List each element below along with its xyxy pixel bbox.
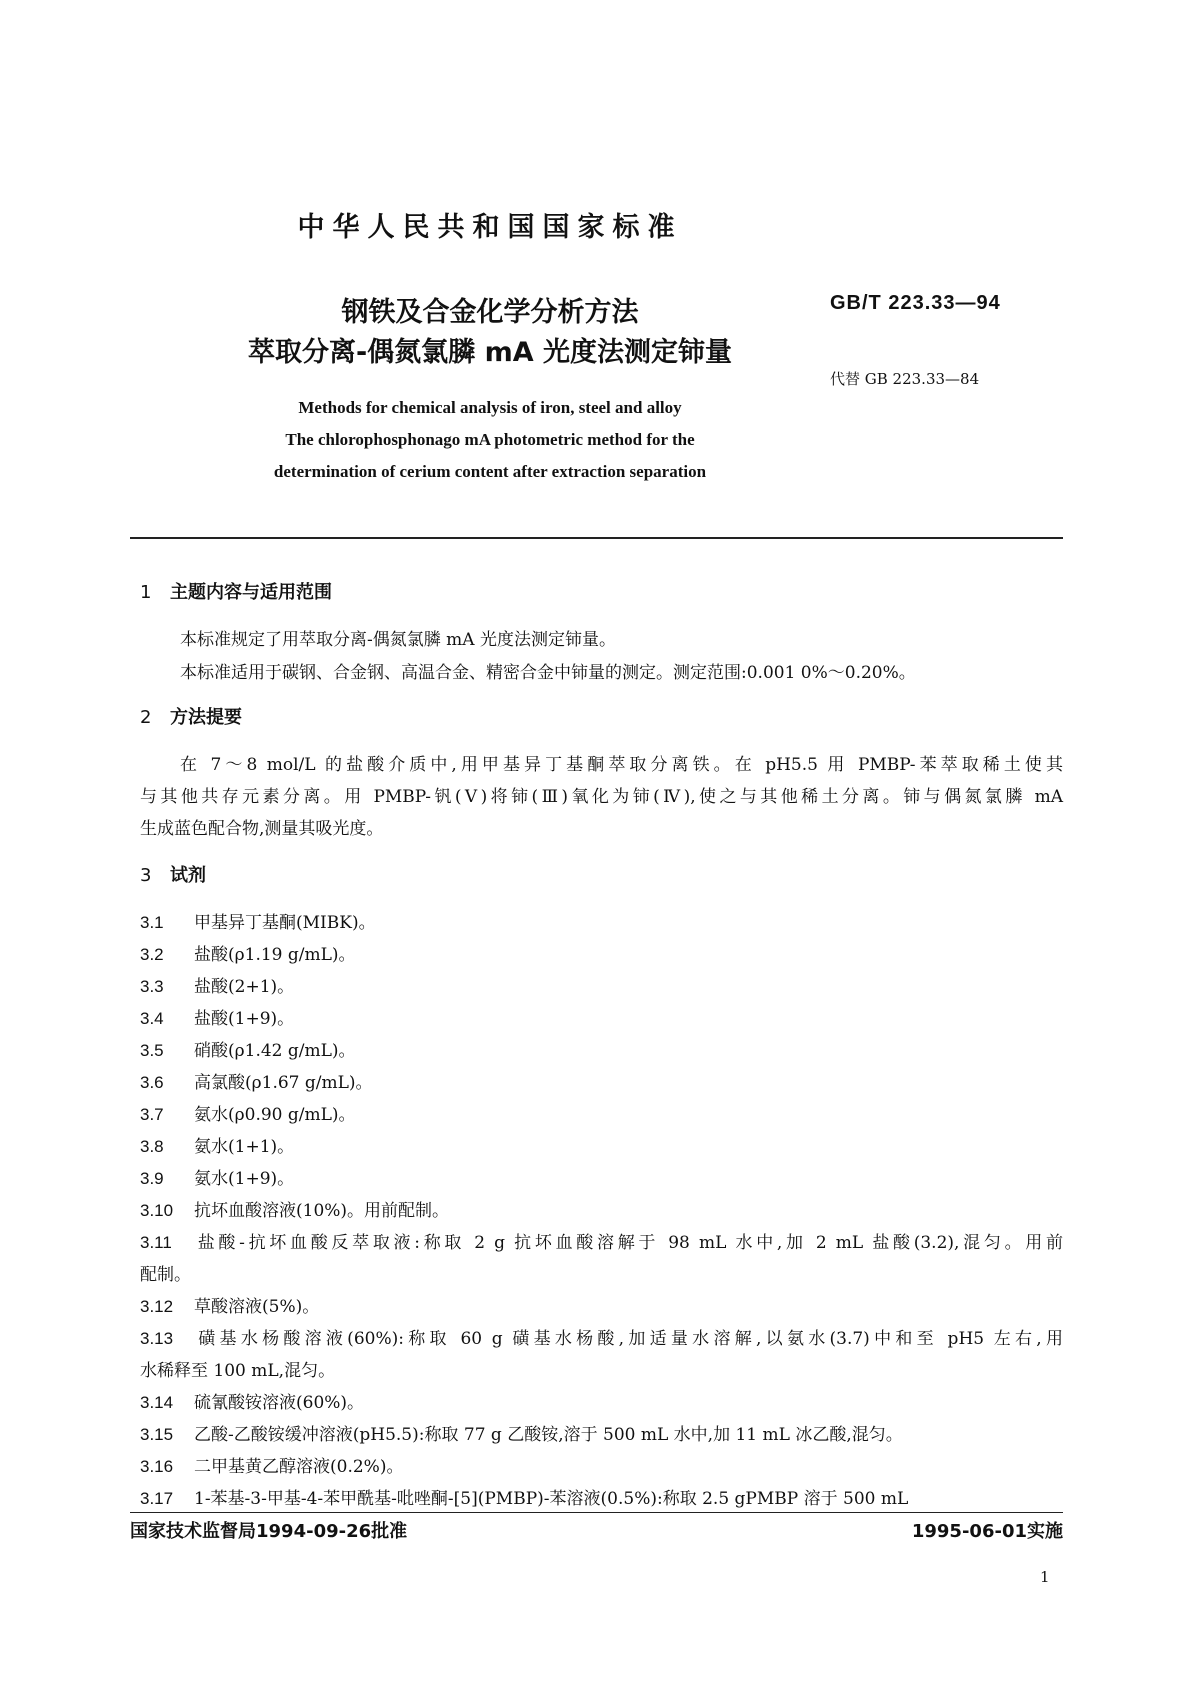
reagent-item: [140, 1036, 1063, 1061]
reagent-continuation: 配制。: [140, 1265, 191, 1285]
reagent-text: 盐酸(1+9)。: [194, 1009, 295, 1029]
approval-date: 国家技术监督局1994-09-26批准: [130, 1521, 408, 1542]
reagent-item: [140, 908, 1063, 933]
title-line-1: 钢铁及合金化学分析方法: [341, 297, 639, 328]
reagent-text: 乙酸-乙酸铵缓冲溶液(pH5.5):称取 77 g 乙酸铵,溶于 500 mL 水中,加 11 mL 冰乙酸,混匀。: [194, 1425, 903, 1445]
paragraph-line: 与其他共存元素分离。用 PMBP-钒(Ⅴ)将铈(Ⅲ)氧化为铈(Ⅳ),使之与其他稀土分离。铈与偶氮氯膦 mA: [140, 787, 1063, 807]
standard-number: GB/T 223.33—94: [830, 292, 1001, 314]
effective-date: 1995-06-01实施: [911, 1521, 1063, 1542]
reagent-item: [140, 1452, 1063, 1477]
reagent-text: 硝酸(ρ1.42 g/mL)。: [194, 1041, 356, 1061]
paragraph-line: 本标准规定了用萃取分离-偶氮氯膦 mA 光度法测定铈量。: [180, 630, 616, 650]
reagent-text: 草酸溶液(5%)。: [194, 1297, 320, 1317]
reagent-number: 3.7: [140, 1105, 164, 1124]
reagent-item: [140, 1484, 1063, 1509]
section-heading-3: 3 试剂: [140, 865, 206, 886]
reagent-text: 盐酸-抗坏血酸反萃取液:称取 2 g 抗坏血酸溶解于 98 mL 水中,加 2 mL 盐酸(3.2),混匀。用前: [194, 1233, 1063, 1253]
reagent-text: 氨水(1+1)。: [194, 1137, 295, 1157]
reagent-text: 氨水(1+9)。: [194, 1169, 295, 1189]
reagent-number: 3.4: [140, 1009, 164, 1028]
section-heading-1: 1 主题内容与适用范围: [140, 582, 332, 603]
reagent-item: [140, 1420, 1063, 1445]
reagent-number: 3.13: [140, 1329, 174, 1348]
reagent-item: [140, 1164, 1063, 1189]
reagent-number: 3.10: [140, 1201, 174, 1220]
reagent-item: [140, 940, 1063, 965]
reagent-text: 甲基异丁基酮(MIBK)。: [194, 913, 376, 933]
footer-divider: [130, 1512, 1063, 1513]
reagent-text: 盐酸(ρ1.19 g/mL)。: [194, 945, 356, 965]
replaces-note: 代替 GB 223.33—84: [830, 370, 980, 388]
reagent-number: 3.8: [140, 1137, 164, 1156]
header-divider: [130, 537, 1063, 539]
title-line-2: 萃取分离-偶氮氯膦 mA 光度法测定铈量: [247, 337, 733, 368]
reagent-text: 氨水(ρ0.90 g/mL)。: [194, 1105, 356, 1125]
reagent-item: [140, 1324, 1063, 1349]
reagent-number: 3.15: [140, 1425, 174, 1444]
reagent-number: 3.3: [140, 977, 164, 996]
paragraph-line: 在 7～8 mol/L 的盐酸介质中,用甲基异丁基酮萃取分离铁。在 pH5.5 用 PMBP-苯萃取稀土使其: [180, 755, 1063, 775]
reagent-text: 高氯酸(ρ1.67 g/mL)。: [194, 1073, 373, 1093]
reagent-number: 3.9: [140, 1169, 164, 1188]
reagent-item: [140, 972, 1063, 997]
reagent-item: [140, 1196, 1063, 1221]
reagent-number: 3.5: [140, 1041, 164, 1060]
reagent-number: 3.17: [140, 1489, 174, 1508]
reagent-text: 抗坏血酸溶液(10%)。用前配制。: [194, 1201, 450, 1221]
section-heading-2: 2 方法提要: [140, 707, 242, 728]
reagent-number: 3.6: [140, 1073, 164, 1092]
reagent-continuation: 水稀释至 100 mL,混匀。: [140, 1361, 336, 1381]
reagent-number: 3.11: [140, 1233, 172, 1252]
reagent-number: 3.12: [140, 1297, 174, 1316]
paragraph-line: 本标准适用于碳钢、合金钢、高温合金、精密合金中铈量的测定。测定范围:0.001 0%～0.20%。: [180, 663, 916, 683]
reagent-text: 盐酸(2+1)。: [194, 977, 295, 997]
english-title-2: The chlorophosphonago mA photometric method for the: [285, 430, 695, 449]
national-standard-header: 中华人民共和国国家标准: [297, 212, 683, 243]
reagent-number: 3.2: [140, 945, 164, 964]
reagent-number: 3.14: [140, 1393, 174, 1412]
reagent-number: 3.16: [140, 1457, 174, 1476]
reagent-item: [140, 1004, 1063, 1029]
page-number: 1: [1040, 1568, 1050, 1586]
reagent-item: [140, 1292, 1063, 1317]
reagent-text: 硫氰酸铵溶液(60%)。: [194, 1393, 365, 1413]
english-title-1: Methods for chemical analysis of iron, steel and alloy: [298, 398, 682, 417]
reagent-item: [140, 1228, 1063, 1253]
reagent-item: [140, 1132, 1063, 1157]
reagent-text: 二甲基黄乙醇溶液(0.2%)。: [194, 1457, 404, 1477]
reagent-number: 3.1: [140, 913, 164, 932]
reagent-text: 1-苯基-3-甲基-4-苯甲酰基-吡唑酮-[5](PMBP)-苯溶液(0.5%):称取 2.5 gPMBP 溶于 500 mL: [194, 1489, 909, 1509]
paragraph-line: 生成蓝色配合物,测量其吸光度。: [140, 819, 384, 839]
reagent-item: [140, 1100, 1063, 1125]
reagent-item: [140, 1068, 1063, 1093]
reagent-text: 磺基水杨酸溶液(60%):称取 60 g 磺基水杨酸,加适量水溶解,以氨水(3.7)中和至 pH5 左右,用: [194, 1329, 1063, 1349]
reagent-item: [140, 1388, 1063, 1413]
english-title-3: determination of cerium content after extraction separation: [273, 462, 707, 481]
